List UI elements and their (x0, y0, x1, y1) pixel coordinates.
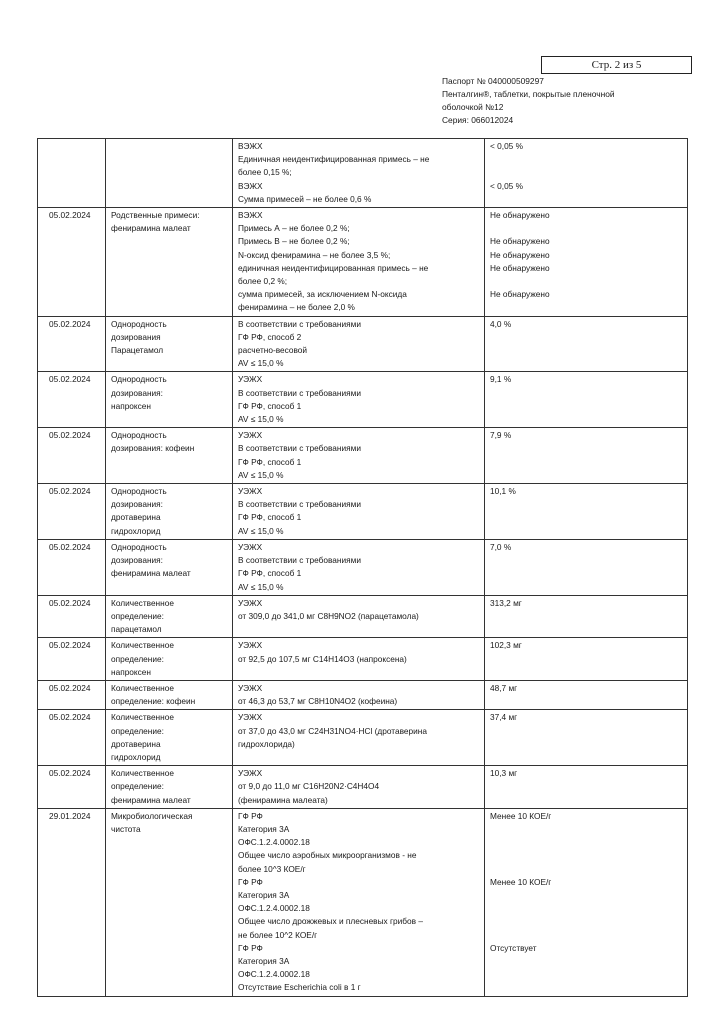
spec-cell (233, 139, 485, 208)
spec-cell-line: ОФС.1.2.4.0002.18 (238, 837, 310, 848)
table-row (38, 428, 688, 484)
result-cell-line (490, 928, 683, 941)
table-row (38, 808, 688, 996)
date-cell-line: 05.02.2024 (49, 597, 91, 608)
result-cell-line (490, 301, 683, 314)
result-cell-line: Не обнаружено (490, 210, 550, 221)
test-cell-line: Однородность (111, 541, 167, 552)
spec-cell-line: единичная неидентифицированная примесь – не (238, 262, 429, 273)
result-cell-line: 37,4 мг (490, 712, 518, 723)
date-cell (38, 710, 106, 766)
test-cell (106, 139, 233, 208)
spec-cell (233, 539, 485, 595)
date-cell (38, 808, 106, 996)
test-cell-line: определение: кофеин (111, 696, 196, 707)
spec-cell (233, 638, 485, 681)
test-cell-line: гидрохлорид (111, 751, 161, 762)
test-cell-line: определение: (111, 610, 164, 621)
test-cell-line: парацетамол (111, 624, 162, 635)
date-cell-line: 05.02.2024 (49, 210, 91, 221)
result-cell (485, 484, 688, 540)
test-cell (106, 808, 233, 996)
date-cell-line: 05.02.2024 (49, 541, 91, 552)
result-cell (485, 710, 688, 766)
spec-cell-line: УЭЖХ (238, 597, 263, 608)
result-cell (485, 539, 688, 595)
date-cell-line: 05.02.2024 (49, 318, 91, 329)
spec-cell (233, 208, 485, 317)
test-cell-line: фенирамина малеат (111, 794, 191, 805)
table-row (38, 316, 688, 372)
spec-cell-line: В соответствии с требованиями (238, 499, 361, 510)
date-cell (38, 766, 106, 809)
result-cell-line: 7,0 % (490, 541, 512, 552)
result-cell (485, 595, 688, 638)
test-cell-line: дозирования (111, 331, 161, 342)
result-cell-line (490, 823, 683, 836)
date-cell (38, 428, 106, 484)
product-name-cont: оболочкой №12 (442, 102, 504, 112)
table-row (38, 680, 688, 709)
result-cell (485, 316, 688, 372)
spec-cell-line: Сумма примесей – не более 0,6 % (238, 193, 372, 204)
date-cell (38, 680, 106, 709)
spec-cell-line: более 0,2 %; (238, 276, 288, 287)
result-cell-line: 102,3 мг (490, 640, 522, 651)
test-cell-line: дозирования: (111, 387, 163, 398)
test-cell-line: Микробиологическая (111, 810, 193, 821)
test-cell-line: Однородность (111, 318, 167, 329)
table-row (38, 595, 688, 638)
result-cell-line: Не обнаружено (490, 289, 550, 300)
spec-cell-line: AV ≤ 15,0 % (238, 581, 284, 592)
table-row (38, 766, 688, 809)
test-cell (106, 680, 233, 709)
test-cell-line: гидрохлорид (111, 525, 161, 536)
spec-cell-line: Общее число дрожжевых и плесневых грибов – (238, 916, 423, 927)
test-cell-line: определение: (111, 781, 164, 792)
spec-cell-line: N-оксид фенирамина – не более 3,5 %; (238, 249, 391, 260)
spec-cell-line: УЭЖХ (238, 768, 263, 779)
spec-cell-line: ОФС.1.2.4.0002.18 (238, 969, 310, 980)
test-cell (106, 595, 233, 638)
table-row (38, 372, 688, 428)
result-cell-line: Отсутствует (490, 942, 537, 953)
spec-cell-line: AV ≤ 15,0 % (238, 414, 284, 425)
test-cell-line: Количественное (111, 640, 174, 651)
spec-cell-line: AV ≤ 15,0 % (238, 525, 284, 536)
spec-cell-line: (фенирамина малеата) (238, 794, 328, 805)
spec-cell (233, 484, 485, 540)
result-cell-line (490, 275, 683, 288)
spec-cell (233, 372, 485, 428)
spec-cell-line: Категория 3А (238, 889, 290, 900)
result-cell-line: < 0,05 % (490, 141, 523, 151)
date-cell-line: 29.01.2024 (49, 810, 91, 821)
date-cell-line: 05.02.2024 (49, 430, 91, 441)
test-cell-line: Родственные примеси: (111, 210, 200, 221)
spec-cell-line: фенирамина – не более 2,0 % (238, 302, 355, 313)
test-cell (106, 638, 233, 681)
test-cell-line: дротаверина (111, 738, 161, 749)
test-cell-line: фенирамина малеат (111, 223, 191, 234)
test-cell-line: Однородность (111, 430, 167, 441)
result-cell-line: Не обнаружено (490, 262, 550, 273)
spec-cell-line: от 37,0 до 43,0 мг C24H31NO4·HCl (дротаверина (238, 725, 427, 736)
table-row (38, 139, 688, 208)
test-cell-line: напроксен (111, 666, 151, 677)
result-cell (485, 638, 688, 681)
spec-cell-line: от 309,0 до 341,0 мг C8H9NO2 (парацетамола) (238, 610, 419, 621)
result-cell-line: 7,9 % (490, 430, 512, 441)
spec-cell-line: УЭЖХ (238, 430, 263, 441)
spec-cell-line: Категория 3А (238, 823, 290, 834)
spec-cell (233, 428, 485, 484)
spec-cell-line: ГФ РФ, способ 1 (238, 568, 302, 579)
result-cell-line: 10,3 мг (490, 768, 518, 779)
result-cell (485, 208, 688, 317)
test-cell-line: Количественное (111, 768, 174, 779)
table-row (38, 208, 688, 317)
test-cell-line: дозирования: (111, 499, 163, 510)
result-cell-line (490, 889, 683, 902)
spec-cell-line: УЭЖХ (238, 640, 263, 651)
test-cell-line: фенирамина малеат (111, 568, 191, 579)
date-cell-line: 05.02.2024 (49, 682, 91, 693)
spec-cell-line: В соответствии с требованиями (238, 443, 361, 454)
spec-cell-line: Примесь В – не более 0,2 %; (238, 236, 350, 247)
spec-cell-line: Категория 3А (238, 955, 290, 966)
result-cell-line (490, 968, 683, 981)
test-cell (106, 428, 233, 484)
product-name: Пенталгин®, таблетки, покрытые пленочной (442, 89, 615, 99)
spec-cell-line: Примесь А – не более 0,2 %; (238, 223, 350, 234)
result-cell-line (490, 863, 683, 876)
result-cell-line: 9,1 % (490, 374, 512, 385)
spec-cell-line: ВЭЖХ (238, 180, 263, 191)
test-cell-line: дозирования: кофеин (111, 443, 195, 454)
result-cell-line: 10,1 % (490, 486, 516, 497)
table-row (38, 539, 688, 595)
spec-cell-line: от 92,5 до 107,5 мг C14H14O3 (напроксена) (238, 653, 407, 664)
test-cell-line: Количественное (111, 597, 174, 608)
result-cell (485, 808, 688, 996)
result-cell-line (490, 222, 683, 235)
spec-cell-line: ГФ РФ, способ 1 (238, 512, 302, 523)
spec-cell-line: ВЭЖХ (238, 141, 263, 151)
spec-cell-line: УЭЖХ (238, 486, 263, 497)
spec-cell-line: ГФ РФ (238, 810, 263, 821)
date-cell (38, 208, 106, 317)
test-cell-line: Однородность (111, 374, 167, 385)
result-cell (485, 766, 688, 809)
spec-cell-line: Отсутствие Escherichia coli в 1 г (238, 982, 361, 993)
spec-cell-line: УЭЖХ (238, 712, 263, 723)
date-cell (38, 595, 106, 638)
result-cell-line: 4,0 % (490, 318, 512, 329)
result-cell-line (490, 166, 683, 179)
result-cell-line: Менее 10 КОЕ/г (490, 810, 552, 821)
spec-cell-line: расчетно-весовой (238, 345, 308, 356)
table-row (38, 638, 688, 681)
date-cell (38, 539, 106, 595)
result-cell-line: Менее 10 КОЕ/г (490, 876, 552, 887)
spec-cell-line: УЭЖХ (238, 541, 263, 552)
test-cell-line: определение: (111, 653, 164, 664)
table-row (38, 710, 688, 766)
result-cell-line: Не обнаружено (490, 249, 550, 260)
spec-cell-line: В соответствии с требованиями (238, 555, 361, 566)
result-cell (485, 139, 688, 208)
test-cell-line: Количественное (111, 712, 174, 723)
spec-cell-line: от 46,3 до 53,7 мг C8H10N4O2 (кофеина) (238, 696, 398, 707)
test-cell (106, 316, 233, 372)
spec-cell (233, 680, 485, 709)
test-cell (106, 710, 233, 766)
test-cell-line: Однородность (111, 486, 167, 497)
result-cell (485, 428, 688, 484)
test-cell-line: определение: (111, 725, 164, 736)
spec-cell-line: сумма примесей, за исключением N-оксида (238, 289, 407, 300)
result-cell-line (490, 849, 683, 862)
spec-cell-line: AV ≤ 15,0 % (238, 358, 284, 369)
spec-cell-line: более 0,15 %; (238, 167, 292, 178)
result-cell-line: 313,2 мг (490, 597, 522, 608)
date-cell (38, 139, 106, 208)
date-cell (38, 638, 106, 681)
spec-cell-line: ВЭЖХ (238, 210, 263, 221)
spec-cell-line: УЭЖХ (238, 374, 263, 385)
test-cell (106, 484, 233, 540)
result-cell-line (490, 902, 683, 915)
spec-cell (233, 595, 485, 638)
test-cell-line: дротаверина (111, 512, 161, 523)
result-cell-line: Не обнаружено (490, 236, 550, 247)
spec-cell-line: ГФ РФ (238, 942, 263, 953)
result-cell-line (490, 193, 683, 206)
test-results-table (37, 138, 688, 997)
date-cell-line: 05.02.2024 (49, 768, 91, 779)
test-cell (106, 766, 233, 809)
date-cell-line: 05.02.2024 (49, 486, 91, 497)
date-cell-line: 05.02.2024 (49, 640, 91, 651)
spec-cell-line: УЭЖХ (238, 682, 263, 693)
result-cell-line (490, 955, 683, 968)
test-cell (106, 372, 233, 428)
spec-cell (233, 766, 485, 809)
spec-cell-line: В соответствии с требованиями (238, 318, 361, 329)
result-cell-line (490, 153, 683, 166)
result-cell-line (490, 836, 683, 849)
spec-cell-line: ОФС.1.2.4.0002.18 (238, 903, 310, 914)
spec-cell-line: ГФ РФ, способ 2 (238, 331, 302, 342)
page-indicator: Стр. 2 из 5 (541, 56, 692, 74)
date-cell (38, 484, 106, 540)
result-cell (485, 372, 688, 428)
test-cell-line: напроксен (111, 400, 151, 411)
test-cell-line: чистота (111, 823, 141, 834)
date-cell-line: 05.02.2024 (49, 712, 91, 723)
spec-cell-line: Единичная неидентифицированная примесь – не (238, 154, 430, 165)
result-cell-line (490, 915, 683, 928)
result-cell-line: < 0,05 % (490, 180, 523, 191)
passport-number: Паспорт № 040000509297 (442, 76, 544, 86)
spec-cell-line: более 10^3 КОЕ/г (238, 863, 306, 874)
spec-cell-line: ГФ РФ (238, 876, 263, 887)
batch-number: Серия: 066012024 (442, 115, 514, 125)
result-cell-line: 48,7 мг (490, 682, 518, 693)
date-cell-line: 05.02.2024 (49, 374, 91, 385)
test-cell-line: Количественное (111, 682, 174, 693)
table-row (38, 484, 688, 540)
date-cell (38, 316, 106, 372)
date-cell (38, 372, 106, 428)
test-cell (106, 539, 233, 595)
spec-cell-line: от 9,0 до 11,0 мг C16H20N2·C4H4O4 (238, 781, 380, 792)
test-cell (106, 208, 233, 317)
spec-cell-line: гидрохлорида) (238, 738, 295, 749)
spec-cell (233, 710, 485, 766)
result-cell-line (490, 981, 683, 994)
spec-cell (233, 316, 485, 372)
spec-cell-line: ГФ РФ, способ 1 (238, 400, 302, 411)
spec-cell-line: В соответствии с требованиями (238, 387, 361, 398)
result-cell (485, 680, 688, 709)
passport-header (442, 75, 615, 127)
test-cell-line: дозирования: (111, 555, 163, 566)
spec-cell-line: Общее число аэробных микроорганизмов - не (238, 850, 417, 861)
spec-cell-line: не более 10^2 КОЕ/г (238, 929, 318, 940)
spec-cell-line: ГФ РФ, способ 1 (238, 456, 302, 467)
spec-cell-line: AV ≤ 15,0 % (238, 469, 284, 480)
test-cell-line: Парацетамол (111, 345, 164, 356)
spec-cell (233, 808, 485, 996)
